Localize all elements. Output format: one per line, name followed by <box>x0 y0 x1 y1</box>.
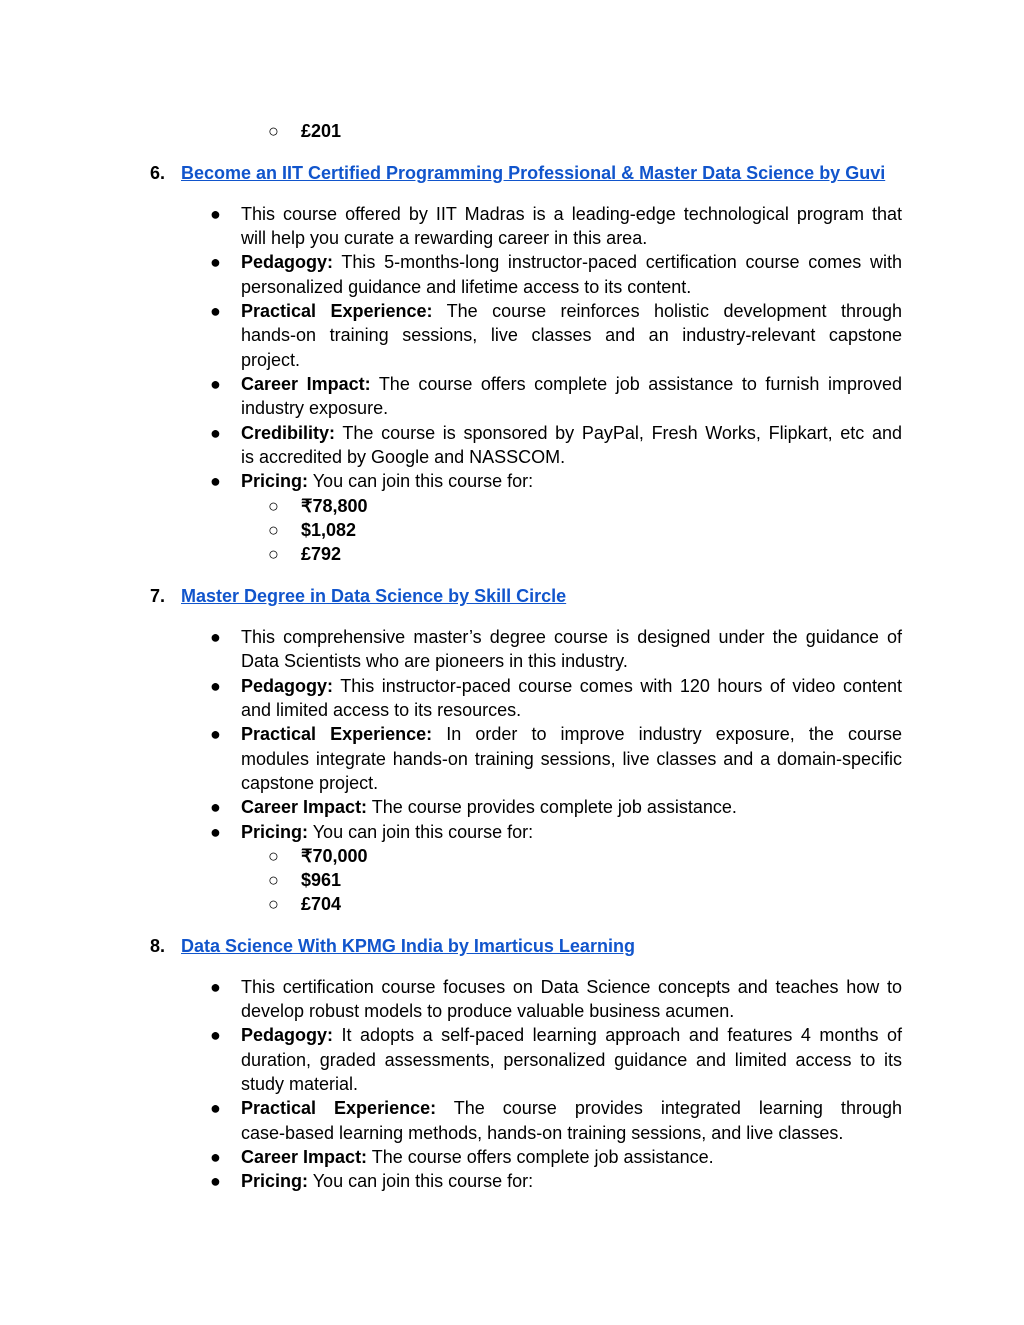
bullet-body: You can join this course for: <box>312 471 534 491</box>
price-item <box>0 119 1024 144</box>
list-item-continuation <box>0 1072 1024 1097</box>
hollow-circle-bullet-icon: ○ <box>268 544 279 564</box>
course-title-link[interactable]: Data Science With KPMG India by Imarticus Learning <box>181 936 635 956</box>
hollow-circle-bullet-icon: ○ <box>268 846 279 866</box>
price-value: £201 <box>301 121 342 141</box>
hollow-circle-bullet-icon: ○ <box>268 520 279 540</box>
bullet-icon: ● <box>210 374 221 394</box>
price-value: ₹78,800 <box>301 496 368 516</box>
bullet-body: You can join this course for: <box>312 1171 534 1191</box>
bullet-text <box>241 469 902 494</box>
list-item-continuation <box>0 275 1024 300</box>
bullet-label: Career Impact: <box>241 797 368 817</box>
hollow-circle-bullet-icon: ○ <box>268 121 279 141</box>
list-item-continuation <box>0 771 1024 796</box>
bullet-icon: ● <box>210 627 221 647</box>
bullet-icon: ● <box>210 1147 221 1167</box>
bullet-text: This comprehensive master’s degree course is designed under the guidance of <box>241 627 902 647</box>
bullet-label: Pedagogy: <box>241 252 334 272</box>
list-item <box>0 372 1024 397</box>
bullet-body: The course reinforces holistic development through <box>446 301 902 321</box>
bullet-text: This course offered by IIT Madras is a leading-edge technological program that <box>241 204 902 224</box>
bullet-label: Practical Experience: <box>241 724 433 744</box>
list-item <box>0 674 1024 699</box>
bullet-body: The course offers complete job assistance. <box>371 1147 714 1167</box>
bullet-text <box>241 250 902 275</box>
bullet-body: In order to improve industry exposure, the course <box>446 724 902 744</box>
bullet-text: Data Scientists who are pioneers in this industry. <box>241 651 628 671</box>
bullet-icon: ● <box>210 676 221 696</box>
course-title-link[interactable]: Become an IIT Certified Programming Professional & Master Data Science by Guvi <box>181 163 886 183</box>
list-item <box>0 1145 1024 1170</box>
list-item-continuation <box>0 698 1024 723</box>
bullet-body: This 5-months-long instructor-paced certification course comes with <box>341 252 902 272</box>
section-number: 8. <box>150 936 166 956</box>
list-item-continuation <box>0 226 1024 251</box>
bullet-icon: ● <box>210 977 221 997</box>
list-item <box>0 975 1024 1000</box>
price-item <box>0 494 1024 519</box>
bullet-text: will help you curate a rewarding career in this area. <box>241 228 648 248</box>
list-item <box>0 795 1024 820</box>
bullet-text: and limited access to its resources. <box>241 700 522 720</box>
list-item <box>0 625 1024 650</box>
bullet-icon: ● <box>210 1171 221 1191</box>
bullet-text: This certification course focuses on Data Science concepts and teaches how to <box>241 977 902 997</box>
bullet-text: capstone project. <box>241 773 379 793</box>
bullet-text: personalized guidance and lifetime access to its content. <box>241 277 692 297</box>
bullet-text <box>241 421 902 446</box>
bullet-text: modules integrate hands-on training sessions, live classes and a domain-specific <box>241 749 902 769</box>
bullet-text: study material. <box>241 1074 359 1094</box>
list-item-continuation <box>0 1121 1024 1146</box>
list-item <box>0 202 1024 227</box>
bullet-text <box>241 795 902 820</box>
bullet-text: industry exposure. <box>241 398 389 418</box>
bullet-icon: ● <box>210 204 221 224</box>
bullet-icon: ● <box>210 1025 221 1045</box>
bullet-label: Pricing: <box>241 1171 309 1191</box>
hollow-circle-bullet-icon: ○ <box>268 870 279 890</box>
price-value: £792 <box>301 544 342 564</box>
bullet-label: Practical Experience: <box>241 1098 437 1118</box>
section-heading <box>0 584 1024 609</box>
bullet-text <box>241 820 902 845</box>
price-item <box>0 518 1024 543</box>
bullet-body: The course provides integrated learning through <box>453 1098 902 1118</box>
bullet-body: The course is sponsored by PayPal, Fresh Works, Flipkart, etc and <box>342 423 902 443</box>
list-item-continuation <box>0 445 1024 470</box>
bullet-label: Pricing: <box>241 822 309 842</box>
bullet-text: is accredited by Google and NASSCOM. <box>241 447 566 467</box>
bullet-label: Career Impact: <box>241 1147 368 1167</box>
bullet-body: It adopts a self-paced learning approach and features 4 months of <box>341 1025 902 1045</box>
list-item <box>0 250 1024 275</box>
bullet-body: You can join this course for: <box>312 822 534 842</box>
bullet-label: Pedagogy: <box>241 676 334 696</box>
bullet-icon: ● <box>210 423 221 443</box>
bullet-text: case-based learning methods, hands-on training sessions, and live classes. <box>241 1123 844 1143</box>
bullet-icon: ● <box>210 301 221 321</box>
list-item-continuation <box>0 396 1024 421</box>
bullet-text <box>241 372 902 397</box>
bullet-label: Credibility: <box>241 423 336 443</box>
hollow-circle-bullet-icon: ○ <box>268 496 279 516</box>
list-item-continuation <box>0 348 1024 373</box>
bullet-label: Career Impact: <box>241 374 371 394</box>
list-item <box>0 722 1024 747</box>
bullet-icon: ● <box>210 797 221 817</box>
list-item <box>0 469 1024 494</box>
hollow-circle-bullet-icon: ○ <box>268 894 279 914</box>
bullet-text <box>241 1145 902 1170</box>
bullet-text <box>241 299 902 324</box>
bullet-text <box>241 1023 902 1048</box>
list-item-continuation <box>0 747 1024 772</box>
price-value: $1,082 <box>301 520 357 540</box>
price-value: ₹70,000 <box>301 846 368 866</box>
section-heading <box>0 161 1024 186</box>
section-heading <box>0 934 1024 959</box>
bullet-text: duration, graded assessments, personalized guidance and limited access to its <box>241 1050 902 1070</box>
bullet-text: hands-on training sessions, live classes and an industry-relevant capstone <box>241 325 902 345</box>
list-item-continuation <box>0 999 1024 1024</box>
list-item <box>0 820 1024 845</box>
section-number: 7. <box>150 586 166 606</box>
price-item <box>0 892 1024 917</box>
bullet-icon: ● <box>210 724 221 744</box>
bullet-body: The course provides complete job assistance. <box>371 797 737 817</box>
price-item <box>0 868 1024 893</box>
bullet-text <box>241 1169 902 1194</box>
bullet-icon: ● <box>210 822 221 842</box>
section-number: 6. <box>150 163 166 183</box>
list-item <box>0 1169 1024 1194</box>
price-value: £704 <box>301 894 342 914</box>
bullet-label: Pricing: <box>241 471 309 491</box>
bullet-text: project. <box>241 350 301 370</box>
bullet-body: This instructor-paced course comes with 120 hours of video content <box>340 676 902 696</box>
bullet-text: develop robust models to produce valuable business acumen. <box>241 1001 735 1021</box>
bullet-text <box>241 722 902 747</box>
bullet-text <box>241 674 902 699</box>
list-item-continuation <box>0 1048 1024 1073</box>
bullet-icon: ● <box>210 252 221 272</box>
list-item-continuation <box>0 649 1024 674</box>
price-item <box>0 844 1024 869</box>
list-item <box>0 1096 1024 1121</box>
list-item <box>0 299 1024 324</box>
bullet-icon: ● <box>210 1098 221 1118</box>
price-item <box>0 542 1024 567</box>
list-item-continuation <box>0 323 1024 348</box>
bullet-label: Practical Experience: <box>241 301 433 321</box>
bullet-label: Pedagogy: <box>241 1025 334 1045</box>
list-item <box>0 421 1024 446</box>
bullet-text <box>241 1096 902 1121</box>
course-title-link[interactable]: Master Degree in Data Science by Skill Circle <box>181 586 567 606</box>
bullet-icon: ● <box>210 471 221 491</box>
price-value: $961 <box>301 870 342 890</box>
list-item <box>0 1023 1024 1048</box>
bullet-body: The course offers complete job assistance to furnish improved <box>378 374 902 394</box>
